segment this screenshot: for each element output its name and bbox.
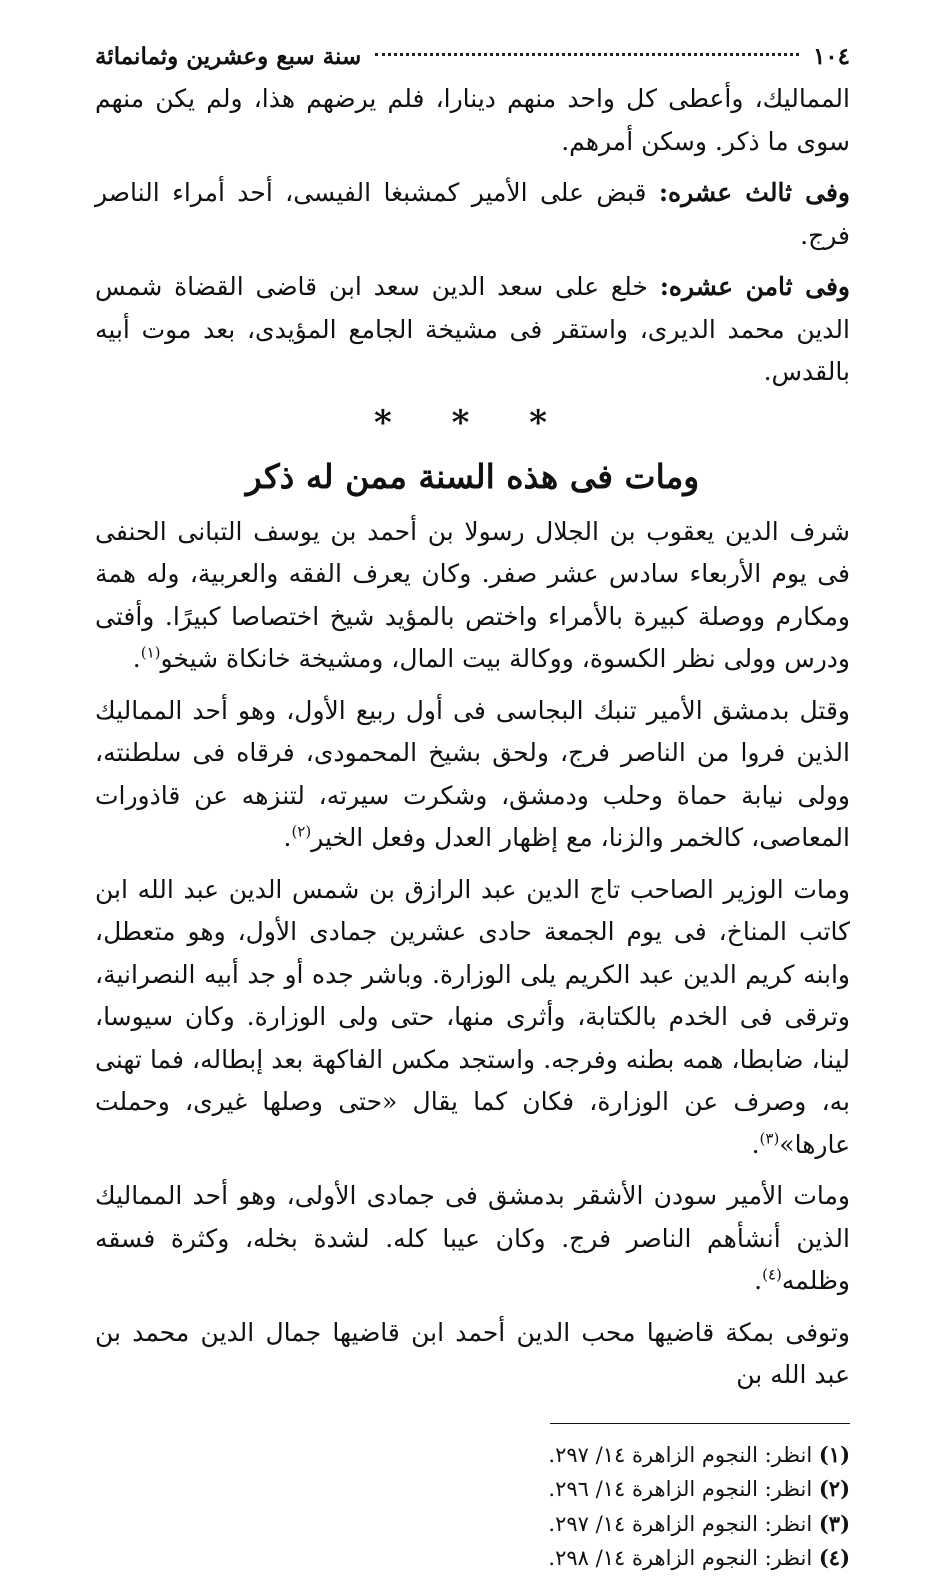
- paragraph: [95, 78, 850, 163]
- footnote-reference[interactable]: (١): [140, 643, 161, 662]
- obituary-paragraph: [95, 690, 850, 860]
- paragraph-end: .: [751, 1129, 760, 1159]
- footnote: [95, 1472, 850, 1507]
- footnote: [95, 1438, 850, 1473]
- paragraph-end: .: [283, 823, 292, 852]
- paragraph: [95, 266, 850, 394]
- obituary-paragraph: [95, 1312, 850, 1397]
- page-number: ١٠٤: [812, 43, 850, 70]
- footnote-divider: [550, 1423, 850, 1424]
- footnote-reference[interactable]: (٤): [762, 1265, 782, 1284]
- footnote-reference[interactable]: (٢): [291, 822, 312, 841]
- section-title: ومات فى هذه السنة ممن له ذكر: [245, 456, 700, 496]
- footnote-number: (٢): [818, 1476, 850, 1501]
- obituary-paragraph: [95, 869, 850, 1167]
- paragraph-text: قبض على الأمير كمشبغا الفيسى، أحد أمراء الناصر فرج.: [95, 178, 850, 250]
- paragraph-end: .: [754, 1266, 763, 1295]
- paragraph-text: وتوفى بمكة قاضيها محب الدين أحمد ابن قاضيها جمال الدين محمد بن عبد الله بن: [95, 1317, 850, 1389]
- footnote: [95, 1541, 850, 1576]
- footnote-text: انظر: النجوم الزاهرة ١٤/ ٢٩٧.: [548, 1442, 819, 1467]
- paragraph-text: وقتل بدمشق الأمير تنبك البجاسى فى أول ربيع الأول، وهو أحد المماليك الذين فروا من الناصر فرج، ولحق بشيخ المحمودى، فرقاه فى سلطنته، وولى نيابة حماة وحلب ودمشق، وشكرت سيرته، لتنزهه عن قاذورات المعاصى، كالخمر والزنا، مع إظهار العدل وفعل الخير: [95, 695, 850, 852]
- footnote-text: انظر: النجوم الزاهرة ١٤/ ٢٩٦.: [548, 1477, 819, 1501]
- paragraph-text: المماليك، وأعطى كل واحد منهم دينارا، فلم يرضهم هذا، ولم يكن منهم سوى ما ذكر. وسكن أمرهم.: [95, 84, 850, 156]
- running-title: سنة سبع وعشرين وثمانمائة: [95, 43, 362, 70]
- footnote: [95, 1507, 850, 1542]
- paragraph-text: شرف الدين يعقوب بن الجلال رسولا بن أحمد بن يوسف التبانى الحنفى فى يوم الأربعاء سادس عشر صفر. وكان يعرف الفقه والعربية، وله همة ومكارم ووصلة كبيرة بالأمراء واختص بالمؤيد شيخ اختصاصا كبيرًا. وأفتى ودرس وولى نظر الكسوة، ووكالة بيت المال، ومشيخة خانكاة شيخو: [95, 516, 850, 673]
- obituary-paragraph: [95, 1175, 850, 1303]
- paragraph-lead: وفى ثامن عشره:: [659, 272, 851, 301]
- paragraph: [95, 172, 850, 257]
- running-head: [95, 40, 850, 78]
- dotted-leader: [375, 53, 799, 56]
- paragraph-text: ومات الوزير الصاحب تاج الدين عبد الرازق بن شمس الدين عبد الله ابن كاتب المناخ، فى يوم الجمعة حادى عشرين جمادى الأول، وهو متعطل، وابنه كريم الدين عبد الكريم يلى الوزارة. وباشر جده أو جد أبيه النصرانية، وترقى فى الخدم بالكتابة، وأثرى منها، حتى ولى الوزارة. وكان سيوسا، لينا، ضابطا، همه بطنه وفرجه. واستجد مكس الفاكهة بعد إبطاله، فما تهنى به، وصرف عن الوزارة، فكان كما يقال «حتى وصلها غيرى، وحملت عارها»: [95, 874, 851, 1159]
- obituary-paragraph: [95, 511, 850, 681]
- footnote-text: انظر: النجوم الزاهرة ١٤/ ٢٩٨.: [548, 1546, 819, 1570]
- paragraph-text: ومات الأمير سودن الأشقر بدمشق فى جمادى الأولى، وهو أحد المماليك الذين أنشأهم الناصر فرج. وكان عيبا كله. لشدة بخله، وكثرة فسقه وظلمه: [95, 1181, 850, 1295]
- paragraph-text: خلع على سعد الدين سعد ابن قاضى القضاة شمس الدين محمد الديرى، واستقر فى مشيخة الجامع المؤيدى، بعد موت أبيه بالقدس.: [95, 272, 850, 386]
- paragraph-end: .: [132, 644, 141, 673]
- paragraph-lead: وفى ثالث عشره:: [658, 178, 850, 207]
- section-separator: * * *: [373, 402, 571, 443]
- footnote-reference[interactable]: (٣): [759, 1129, 780, 1148]
- footnotes: [95, 1438, 850, 1576]
- footnote-number: (٤): [818, 1545, 850, 1570]
- footnote-number: (٣): [818, 1510, 850, 1536]
- footnote-number: (١): [818, 1441, 850, 1467]
- footnote-text: انظر: النجوم الزاهرة ١٤/ ٢٩٧.: [548, 1511, 819, 1536]
